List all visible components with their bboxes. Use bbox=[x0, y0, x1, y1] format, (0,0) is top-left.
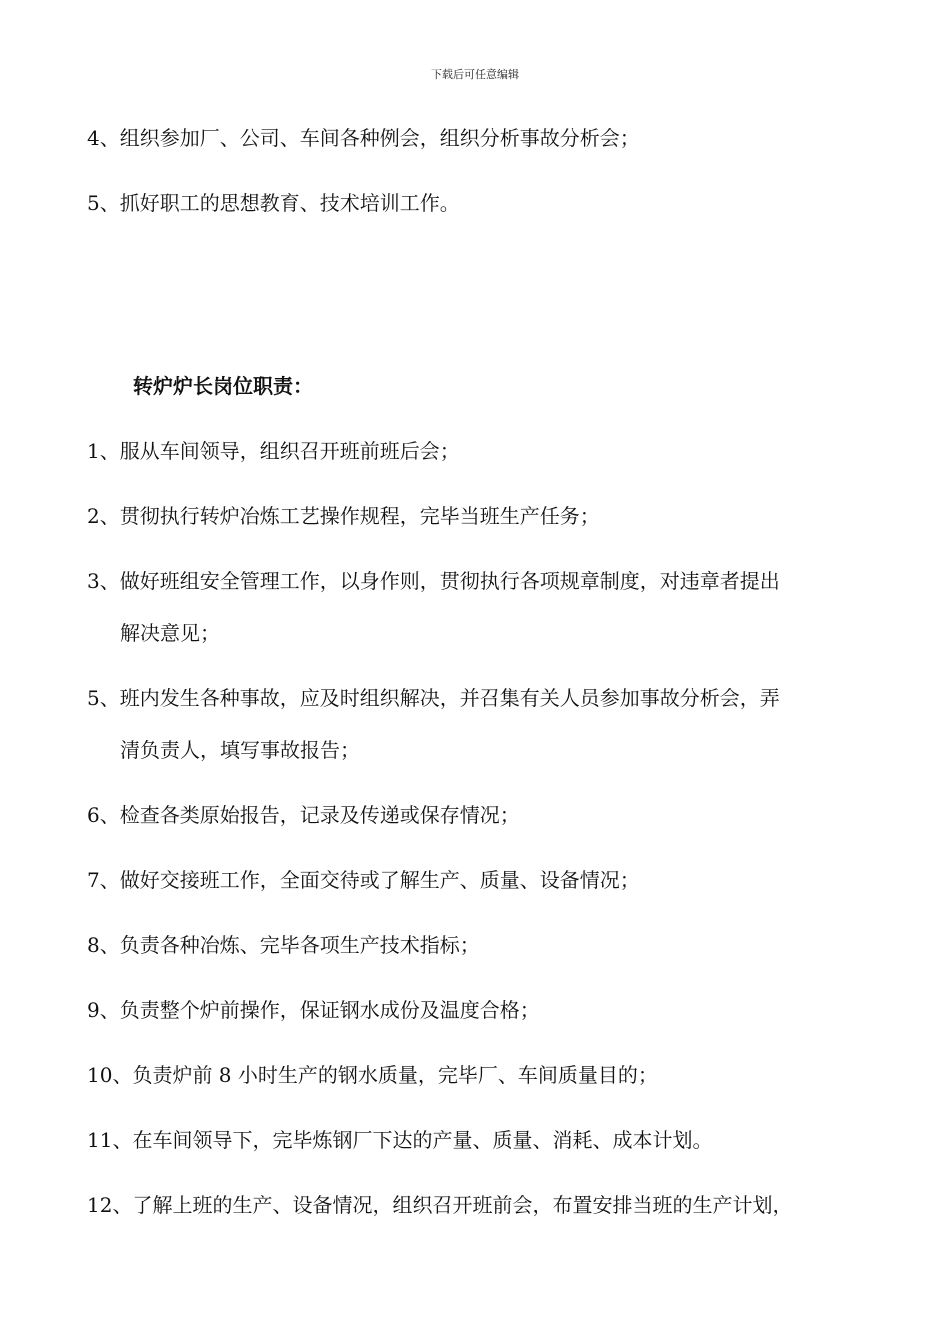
list-item-continuation: 清负责人，填写事故报告； bbox=[120, 738, 360, 762]
list-item: 6、检查各类原始报告，记录及传递或保存情况； bbox=[87, 803, 520, 827]
list-item: 1、服从车间领导，组织召开班前班后会； bbox=[87, 439, 460, 463]
list-item: 11、在车间领导下，完毕炼钢厂下达的产量、质量、消耗、成本计划。 bbox=[87, 1128, 713, 1152]
page-header: 下载后可任意编辑 bbox=[431, 68, 519, 81]
list-item: 5、班内发生各种事故，应及时组织解决，并召集有关人员参加事故分析会，弄 bbox=[87, 686, 780, 710]
list-item: 3、做好班组安全管理工作，以身作则，贯彻执行各项规章制度，对违章者提出 bbox=[87, 569, 780, 593]
list-item: 10、负责炉前 8 小时生产的钢水质量，完毕厂、车间质量目的； bbox=[87, 1063, 658, 1087]
list-item-continuation: 解决意见； bbox=[120, 621, 220, 645]
section-title: 转炉炉长岗位职责： bbox=[133, 374, 313, 398]
list-item: 9、负责整个炉前操作，保证钢水成份及温度合格； bbox=[87, 998, 540, 1022]
list-item: 8、负责各种冶炼、完毕各项生产技术指标； bbox=[87, 933, 480, 957]
list-item: 2、贯彻执行转炉冶炼工艺操作规程，完毕当班生产任务； bbox=[87, 504, 600, 528]
list-item: 7、做好交接班工作，全面交待或了解生产、质量、设备情况； bbox=[87, 868, 640, 892]
list-item: 12、了解上班的生产、设备情况，组织召开班前会，布置安排当班的生产计划， bbox=[87, 1193, 793, 1217]
list-item: 5、抓好职工的思想教育、技术培训工作。 bbox=[87, 191, 460, 215]
list-item: 4、组织参加厂、公司、车间各种例会，组织分析事故分析会； bbox=[87, 126, 640, 150]
